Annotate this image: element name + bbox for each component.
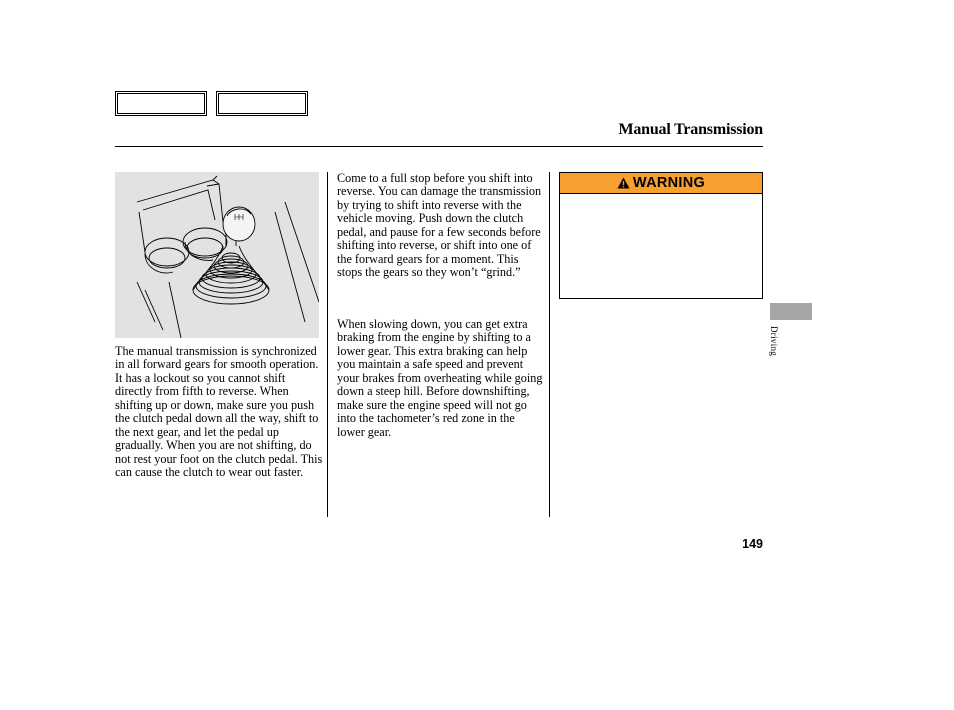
warning-header (560, 173, 762, 194)
warning-label: WARNING (632, 175, 706, 191)
previous-page-button[interactable] (115, 91, 207, 116)
next-page-button[interactable] (216, 91, 308, 116)
reverse-shift-text: Come to a full stop before you shift into reverse. You can damage the transmission by trying to shift into reverse with the vehicle moving. Push down the clutch pedal, and pause for a few seconds before shifting into reverse, or shift into one of the forward gears for a moment. This stops the gears so they won’t “grind.” (337, 171, 542, 280)
column-divider (327, 172, 328, 517)
section-label: Driving (769, 326, 779, 357)
section-tab (770, 303, 812, 320)
title-rule (115, 146, 763, 147)
warning-triangle-icon (617, 177, 630, 189)
downshift-text: When slowing down, you can get extra braking from the engine by shifting to a lower gear. This extra braking can help you maintain a safe speed and prevent your brakes from overheating while going down a steep hill. Before downshifting, make sure the engine speed will not go into the tachometer’s red zone in the lower gear. (337, 317, 543, 439)
page-number: 149 (742, 537, 763, 551)
warning-box (559, 172, 763, 299)
page-title: Manual Transmission (618, 121, 763, 138)
column-divider (549, 172, 550, 517)
gear-shift-illustration (115, 172, 319, 338)
transmission-overview-text: The manual transmission is synchronized in all forward gears for smooth operation. It has a lockout so you cannot shift directly from fifth to reverse. When shifting up or down, make sure you push the clutch pedal down all the way, shift to the next gear, and let the pedal up gradually. When you are not shifting, do not rest your foot on the clutch pedal. This can cause the clutch to wear out faster. (115, 344, 323, 480)
